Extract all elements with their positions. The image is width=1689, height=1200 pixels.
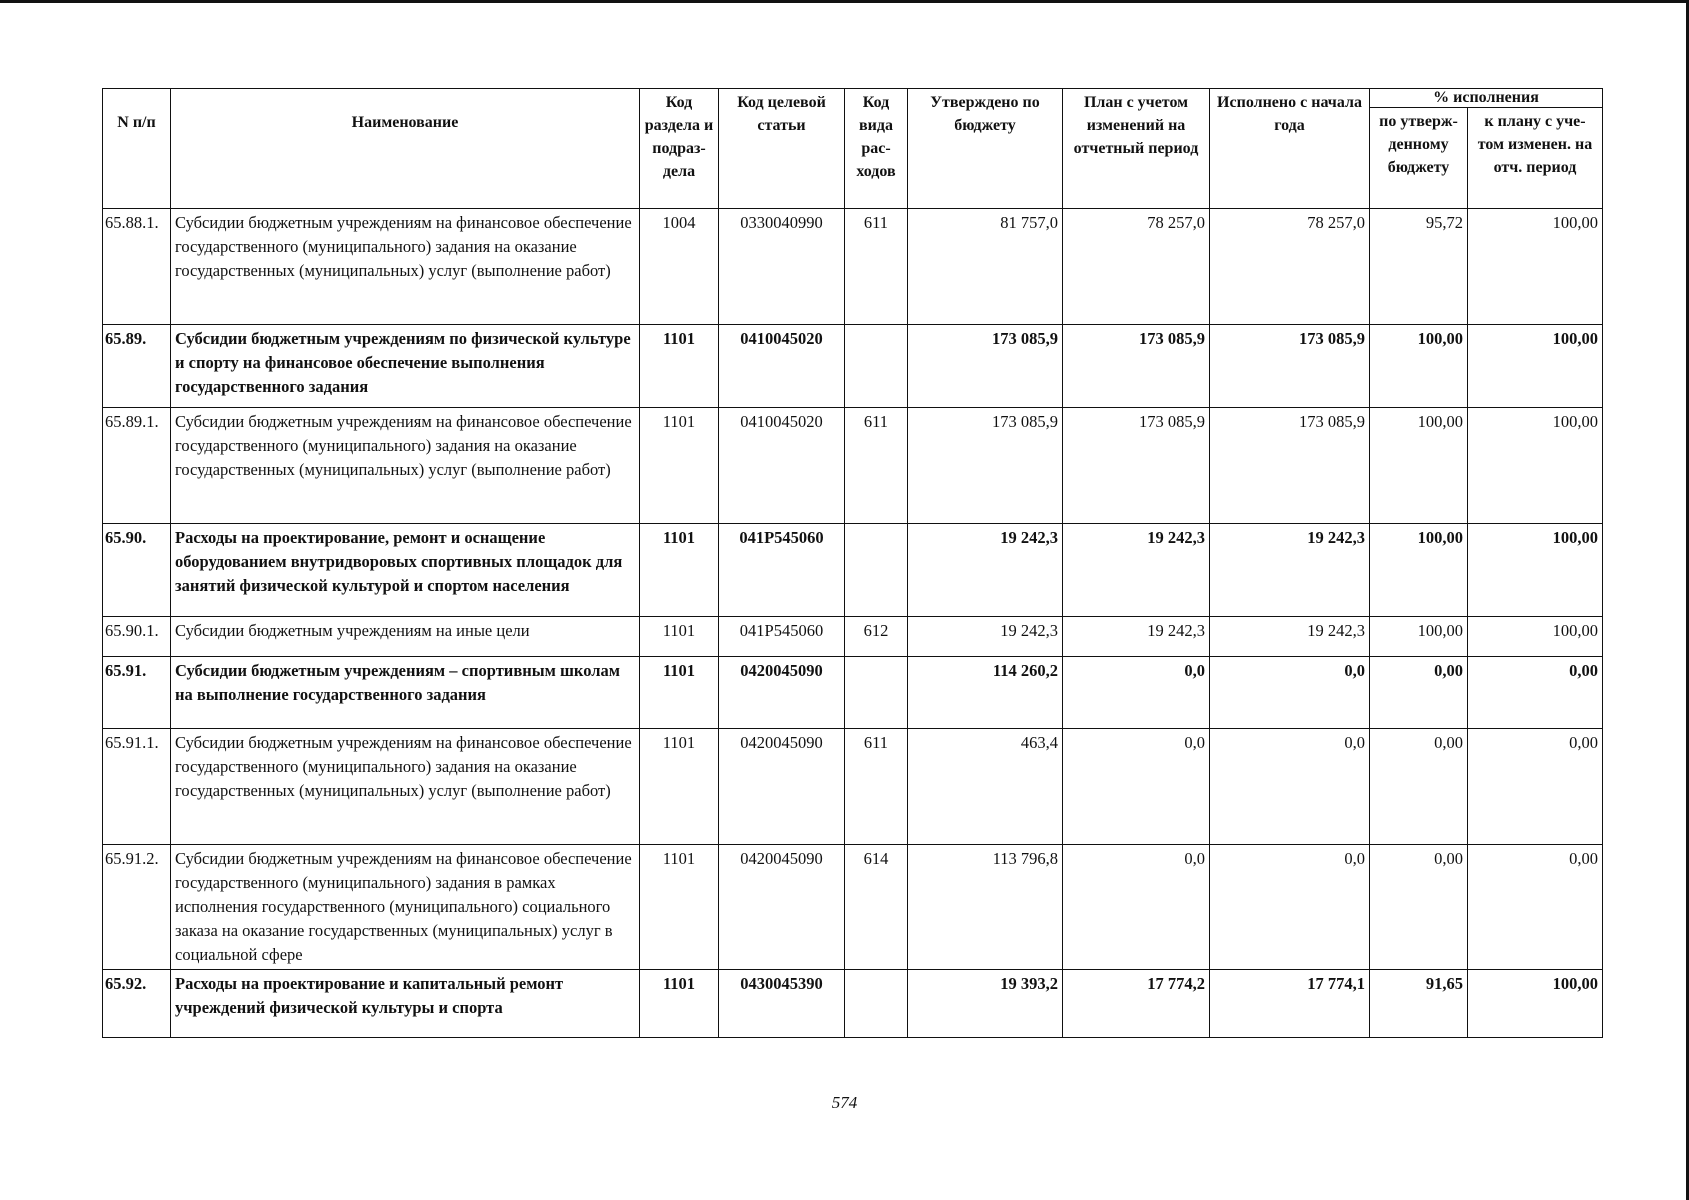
- cell-pct-plan: 100,00: [1468, 524, 1603, 617]
- table-row: [103, 657, 1603, 729]
- cell-expense-code: 611: [845, 408, 908, 524]
- col-header-percent-group: % исполнения: [1370, 89, 1603, 108]
- cell-section-code: 1101: [640, 325, 719, 408]
- cell-num: 65.91.2.: [103, 845, 171, 970]
- col-header-pct-plan: к плану с уче-том изменен. на отч. период: [1468, 108, 1603, 209]
- cell-expense-code: [845, 970, 908, 1038]
- table-row: [103, 325, 1603, 408]
- cell-approved: 19 393,2: [908, 970, 1063, 1038]
- cell-plan: 173 085,9: [1063, 325, 1210, 408]
- col-header-approved: Утверждено по бюджету: [908, 89, 1063, 209]
- cell-num: 65.90.: [103, 524, 171, 617]
- cell-section-code: 1101: [640, 970, 719, 1038]
- cell-pct-plan: 100,00: [1468, 325, 1603, 408]
- cell-executed: 0,0: [1210, 845, 1370, 970]
- cell-approved: 81 757,0: [908, 209, 1063, 325]
- cell-target-code: 041P545060: [719, 617, 845, 657]
- cell-pct-approved: 100,00: [1370, 617, 1468, 657]
- cell-pct-approved: 0,00: [1370, 657, 1468, 729]
- col-header-expense-code: Код вида рас-ходов: [845, 89, 908, 209]
- cell-num: 65.89.1.: [103, 408, 171, 524]
- cell-plan: 17 774,2: [1063, 970, 1210, 1038]
- cell-expense-code: [845, 657, 908, 729]
- cell-pct-plan: 100,00: [1468, 209, 1603, 325]
- col-header-section-code: Код раздела и подраз-дела: [640, 89, 719, 209]
- cell-executed: 173 085,9: [1210, 408, 1370, 524]
- cell-target-code: 0330040990: [719, 209, 845, 325]
- cell-pct-approved: 0,00: [1370, 729, 1468, 845]
- cell-plan: 0,0: [1063, 657, 1210, 729]
- cell-name: Субсидии бюджетным учреждениям на финансовое обеспечение государственного (муниципального) задания на оказание государственных (муниципальных) услуг (выполнение работ): [171, 729, 640, 845]
- cell-plan: 173 085,9: [1063, 408, 1210, 524]
- cell-approved: 173 085,9: [908, 408, 1063, 524]
- cell-pct-approved: 100,00: [1370, 524, 1468, 617]
- cell-section-code: 1101: [640, 657, 719, 729]
- table-row: [103, 617, 1603, 657]
- table-row: [103, 845, 1603, 970]
- cell-name: Расходы на проектирование и капитальный ремонт учреждений физической культуры и спорта: [171, 970, 640, 1038]
- cell-num: 65.88.1.: [103, 209, 171, 325]
- cell-name: Субсидии бюджетным учреждениям на иные цели: [171, 617, 640, 657]
- cell-approved: 114 260,2: [908, 657, 1063, 729]
- cell-section-code: 1101: [640, 524, 719, 617]
- cell-expense-code: 614: [845, 845, 908, 970]
- cell-name: Субсидии бюджетным учреждениям – спортивным школам на выполнение государственного задания: [171, 657, 640, 729]
- cell-expense-code: [845, 325, 908, 408]
- cell-approved: 173 085,9: [908, 325, 1063, 408]
- cell-pct-approved: 100,00: [1370, 408, 1468, 524]
- cell-target-code: 041P545060: [719, 524, 845, 617]
- cell-pct-plan: 100,00: [1468, 617, 1603, 657]
- cell-pct-plan: 0,00: [1468, 657, 1603, 729]
- cell-target-code: 0410045020: [719, 408, 845, 524]
- cell-num: 65.92.: [103, 970, 171, 1038]
- cell-expense-code: 611: [845, 209, 908, 325]
- col-header-executed: Исполнено с начала года: [1210, 89, 1370, 209]
- cell-approved: 463,4: [908, 729, 1063, 845]
- cell-expense-code: 612: [845, 617, 908, 657]
- cell-pct-plan: 0,00: [1468, 845, 1603, 970]
- cell-plan: 19 242,3: [1063, 617, 1210, 657]
- cell-plan: 0,0: [1063, 729, 1210, 845]
- cell-target-code: 0420045090: [719, 729, 845, 845]
- cell-pct-approved: 91,65: [1370, 970, 1468, 1038]
- cell-pct-approved: 0,00: [1370, 845, 1468, 970]
- cell-name: Субсидии бюджетным учреждениям на финансовое обеспечение государственного (муниципального) задания в рамках исполнения государственного (муниципального) социального заказа на оказание государственных (муниципальных) услуг в социальной сфере: [171, 845, 640, 970]
- cell-executed: 19 242,3: [1210, 617, 1370, 657]
- page-number: 574: [831, 1093, 858, 1112]
- table-row: [103, 408, 1603, 524]
- cell-target-code: 0420045090: [719, 657, 845, 729]
- cell-plan: 19 242,3: [1063, 524, 1210, 617]
- cell-num: 65.91.: [103, 657, 171, 729]
- cell-section-code: 1101: [640, 845, 719, 970]
- cell-executed: 0,0: [1210, 729, 1370, 845]
- cell-executed: 0,0: [1210, 657, 1370, 729]
- cell-pct-approved: 100,00: [1370, 325, 1468, 408]
- cell-name: Субсидии бюджетным учреждениям на финансовое обеспечение государственного (муниципального) задания на оказание государственных (муниципальных) услуг (выполнение работ): [171, 209, 640, 325]
- cell-executed: 173 085,9: [1210, 325, 1370, 408]
- cell-approved: 19 242,3: [908, 617, 1063, 657]
- col-header-target-code: Код целевой статьи: [719, 89, 845, 209]
- cell-num: 65.90.1.: [103, 617, 171, 657]
- cell-num: 65.89.: [103, 325, 171, 408]
- budget-execution-table: [102, 88, 1603, 1038]
- cell-pct-plan: 100,00: [1468, 970, 1603, 1038]
- cell-pct-approved: 95,72: [1370, 209, 1468, 325]
- cell-approved: 19 242,3: [908, 524, 1063, 617]
- cell-target-code: 0430045390: [719, 970, 845, 1038]
- col-header-num: N п/п: [103, 89, 171, 209]
- cell-section-code: 1101: [640, 617, 719, 657]
- cell-approved: 113 796,8: [908, 845, 1063, 970]
- cell-name: Субсидии бюджетным учреждениям по физической культуре и спорту на финансовое обеспечение выполнения государственного задания: [171, 325, 640, 408]
- cell-target-code: 0420045090: [719, 845, 845, 970]
- cell-section-code: 1004: [640, 209, 719, 325]
- col-header-name: Наименование: [171, 89, 640, 209]
- cell-plan: 0,0: [1063, 845, 1210, 970]
- cell-expense-code: 611: [845, 729, 908, 845]
- col-header-pct-approved: по утверж-денному бюджету: [1370, 108, 1468, 209]
- cell-section-code: 1101: [640, 408, 719, 524]
- cell-executed: 19 242,3: [1210, 524, 1370, 617]
- cell-executed: 17 774,1: [1210, 970, 1370, 1038]
- cell-plan: 78 257,0: [1063, 209, 1210, 325]
- cell-expense-code: [845, 524, 908, 617]
- cell-name: Субсидии бюджетным учреждениям на финансовое обеспечение государственного (муниципального) задания на оказание государственных (муниципальных) услуг (выполнение работ): [171, 408, 640, 524]
- table-body: [103, 209, 1603, 1038]
- cell-pct-plan: 100,00: [1468, 408, 1603, 524]
- table-row: [103, 970, 1603, 1038]
- col-header-plan: План с учетом изменений на отчетный период: [1063, 89, 1210, 209]
- table-row: [103, 524, 1603, 617]
- header-row-1: [103, 89, 1603, 108]
- cell-num: 65.91.1.: [103, 729, 171, 845]
- scan-edge-top: [0, 0, 1689, 3]
- cell-target-code: 0410045020: [719, 325, 845, 408]
- cell-name: Расходы на проектирование, ремонт и оснащение оборудованием внутридворовых спортивных площадок для занятий физической культурой и спортом населения: [171, 524, 640, 617]
- cell-executed: 78 257,0: [1210, 209, 1370, 325]
- table-row: [103, 729, 1603, 845]
- cell-section-code: 1101: [640, 729, 719, 845]
- table-row: [103, 209, 1603, 325]
- cell-pct-plan: 0,00: [1468, 729, 1603, 845]
